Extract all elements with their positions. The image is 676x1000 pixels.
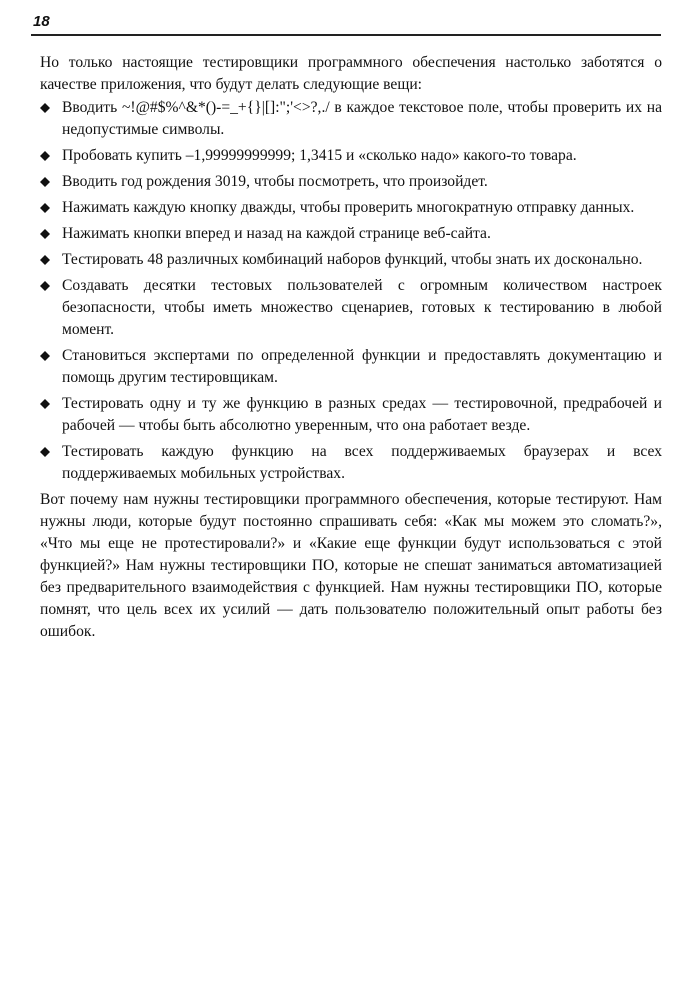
list-item-text: Пробовать купить –1,99999999999; 1,3415 и «сколько надо» какого-то товара. — [62, 147, 577, 164]
list-item-text: Тестировать 48 различных комбинаций наборов функций, чтобы знать их досконально. — [62, 251, 643, 268]
closing-paragraph: Вот почему нам нужны тестировщики программного обеспечения, которые тестируют. Нам нужны люди, которые будут постоянно спрашивать себя: «Как мы можем это сломать?», «Что мы еще не протестировали?» и «Какие еще функции будут использоваться с этой функцией?» Нам нужны тестировщики ПО, которые не спешат заниматься автоматизацией без предварительного взаимодействия с функцией. Нам нужны тестировщики ПО, которые помнят, что цель всех их усилий — дать пользователю положительный опыт работы без ошибок. — [40, 491, 662, 640]
list-item-text: Вводить ~!@#$%^&*()-=_+{}|[]:";'<>?,./ в каждое текстовое поле, чтобы проверить их на недопустимые символы. — [62, 99, 662, 138]
list-item — [40, 223, 662, 245]
page-content — [40, 52, 662, 643]
list-item-text: Тестировать одну и ту же функцию в разных средах — тестировочной, предрабочей и рабочей — чтобы быть абсолютно уверенным, что она работает везде. — [62, 395, 662, 434]
diamond-bullet-icon — [40, 229, 50, 239]
list-item-text: Вводить год рождения 3019, чтобы посмотреть, что произойдет. — [62, 173, 488, 190]
diamond-bullet-icon — [40, 103, 50, 113]
list-item-text: Становиться экспертами по определенной функции и предоставлять документацию и помощь другим тестировщикам. — [62, 347, 662, 386]
diamond-bullet-icon — [40, 151, 50, 161]
list-item — [40, 249, 662, 271]
list-item — [40, 197, 662, 219]
page-number: 18 — [33, 13, 50, 30]
list-item-text: Нажимать каждую кнопку дважды, чтобы проверить многократную отправку данных. — [62, 199, 635, 216]
list-item — [40, 345, 662, 389]
intro-paragraph: Но только настоящие тестировщики программного обеспечения настолько заботятся о качестве приложения, что будут делать следующие вещи: — [40, 54, 662, 93]
page-header — [31, 12, 661, 36]
list-item — [40, 441, 662, 485]
bullet-list — [40, 97, 662, 485]
diamond-bullet-icon — [40, 203, 50, 213]
diamond-bullet-icon — [40, 399, 50, 409]
list-item-text: Создавать десятки тестовых пользователей с огромным количеством настроек безопасности, чтобы иметь множество сценариев, готовых к тестированию в любой момент. — [62, 277, 662, 338]
diamond-bullet-icon — [40, 281, 50, 291]
diamond-bullet-icon — [40, 351, 50, 361]
list-item-text: Нажимать кнопки вперед и назад на каждой странице веб-сайта. — [62, 225, 491, 242]
list-item-text: Тестировать каждую функцию на всех поддерживаемых браузерах и всех поддерживаемых мобильных устройствах. — [62, 443, 662, 482]
list-item — [40, 275, 662, 341]
list-item — [40, 393, 662, 437]
list-item — [40, 171, 662, 193]
list-item — [40, 145, 662, 167]
diamond-bullet-icon — [40, 255, 50, 265]
diamond-bullet-icon — [40, 177, 50, 187]
diamond-bullet-icon — [40, 447, 50, 457]
list-item — [40, 97, 662, 141]
